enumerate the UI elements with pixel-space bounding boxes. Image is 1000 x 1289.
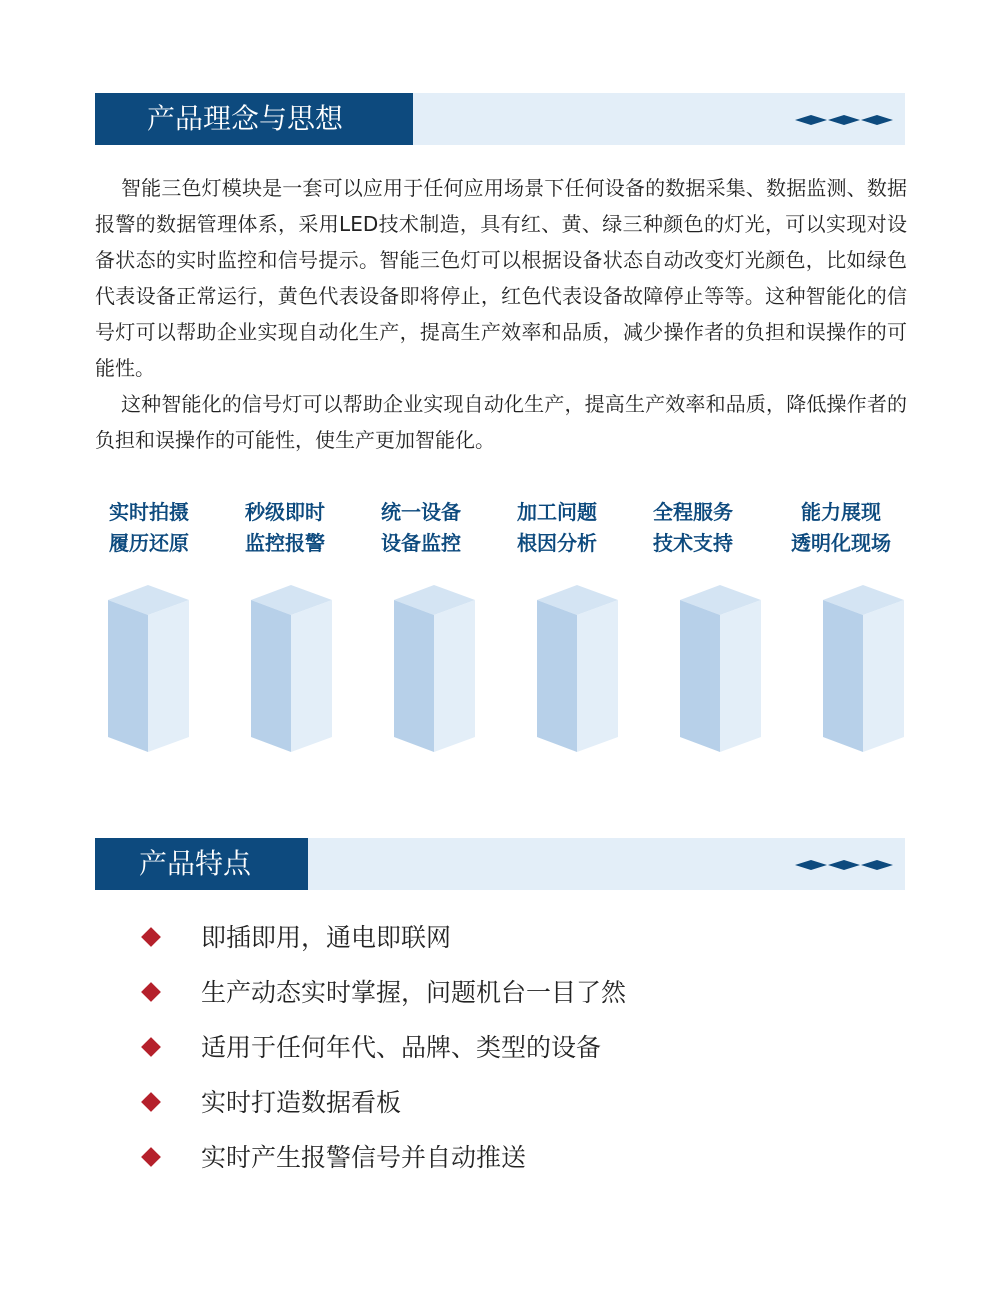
feature-line: 履历还原	[109, 531, 189, 555]
box-illustration	[680, 585, 761, 752]
list-item	[140, 1020, 840, 1075]
feature-label	[623, 497, 763, 559]
box-illustration	[108, 585, 189, 752]
list-item	[140, 910, 840, 965]
intro-paragraph: 智能三色灯模块是一套可以应用于任何应用场景下任何设备的数据采集、数据监测、数据报警的数据管理体系，采用LED技术制造，具有红、黄、绿三种颜色的灯光，可以实现对设备状态的实时监控和信号提示。智能三色灯可以根据设备状态自动改变灯光颜色，比如绿色代表设备正常运行，黄色代表设备即将停止，红色代表设备故障停止等等。这种智能化的信号灯可以帮助企业实现自动化生产，提高生产效率和品质，减少操作者的负担和误操作的可能性。	[95, 176, 907, 380]
feature-line: 加工问题	[517, 500, 597, 524]
diamond-bullet-icon	[141, 1092, 161, 1112]
feature-label	[215, 497, 355, 559]
feature-line: 监控报警	[245, 531, 325, 555]
list-item-text: 实时产生报警信号并自动推送	[201, 1143, 527, 1172]
section-title: 产品特点	[95, 838, 308, 890]
diamond-bullet-icon	[141, 1037, 161, 1057]
feature-label	[351, 497, 491, 559]
feature-list	[140, 910, 840, 1185]
list-item-text: 适用于任何年代、品牌、类型的设备	[201, 1033, 602, 1062]
feature-line: 设备监控	[381, 531, 461, 555]
feature-line: 统一设备	[381, 500, 461, 524]
box-illustration	[251, 585, 332, 752]
box-illustration	[394, 585, 475, 752]
box-illustration	[537, 585, 618, 752]
list-item-text: 实时打造数据看板	[201, 1088, 402, 1117]
list-item	[140, 965, 840, 1020]
feature-line: 秒级即时	[245, 500, 325, 524]
section-header-features	[95, 838, 905, 890]
feature-label	[771, 497, 911, 559]
diamond-bullet-icon	[141, 1147, 161, 1167]
feature-line: 根因分析	[517, 531, 597, 555]
section-header-philosophy	[95, 93, 905, 145]
list-item	[140, 1130, 840, 1185]
box-illustrations	[0, 585, 1000, 755]
section-title: 产品理念与思想	[95, 93, 413, 145]
diamond-bullet-icon	[141, 982, 161, 1002]
feature-line: 能力展现	[801, 500, 881, 524]
intro-paragraph-2: 这种智能化的信号灯可以帮助企业实现自动化生产，提高生产效率和品质，降低操作者的负担和误操作的可能性，使生产更加智能化。	[95, 392, 907, 452]
feature-line: 透明化现场	[791, 531, 891, 555]
arrow-decoration-icon	[795, 114, 893, 126]
list-item-text: 生产动态实时掌握，问题机台一目了然	[201, 978, 627, 1007]
feature-line: 全程服务	[653, 500, 733, 524]
arrow-decoration-icon	[795, 859, 893, 871]
feature-line: 实时拍摄	[109, 500, 189, 524]
feature-label	[79, 497, 219, 559]
box-illustration	[823, 585, 904, 752]
feature-label	[487, 497, 627, 559]
diamond-bullet-icon	[141, 927, 161, 947]
list-item-text: 即插即用，通电即联网	[201, 923, 452, 952]
feature-line: 技术支持	[653, 531, 733, 555]
list-item	[140, 1075, 840, 1130]
feature-labels	[0, 497, 1000, 567]
